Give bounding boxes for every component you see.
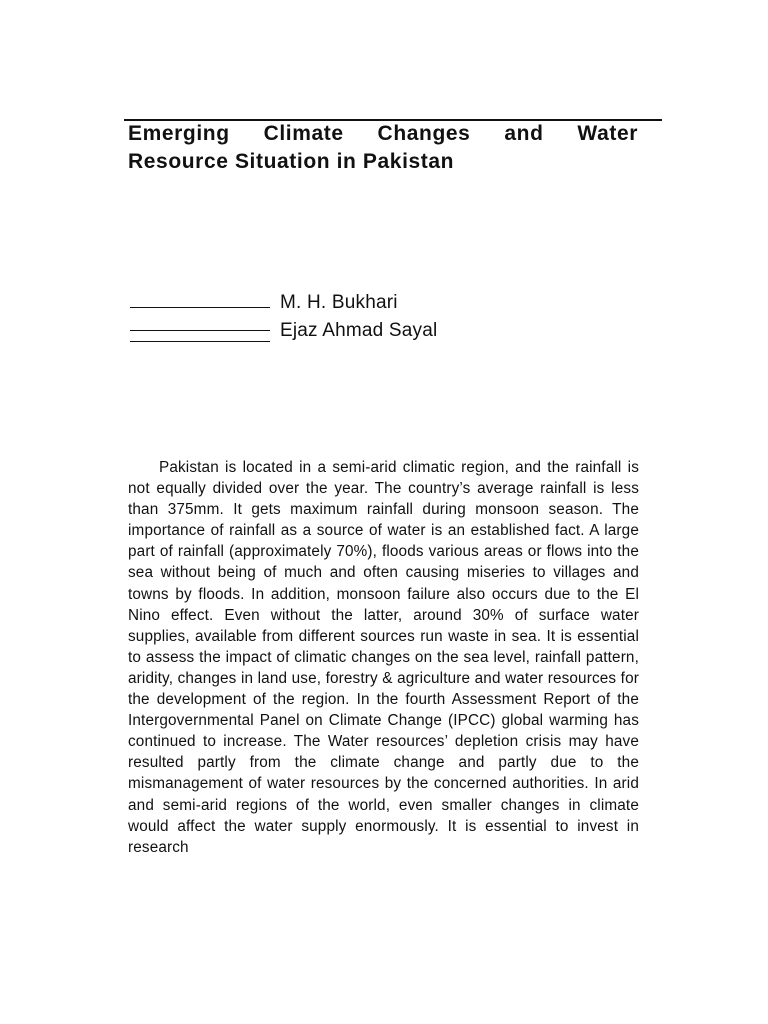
article-title (128, 120, 638, 176)
author-rule (130, 307, 270, 308)
author-list (130, 288, 437, 344)
author-row (130, 288, 437, 316)
abstract-paragraph: Pakistan is located in a semi-arid climatic region, and the rainfall is not equally divided over the year. The country’s average rainfall is less than 375mm. It gets maximum rainfall during monsoon season. The importance of rainfall as a source of water is an established fact. A large part of rainfall (approximately 70%), floods various areas or flows into the sea without being of much and often causing miseries to villages and towns by floods. In addition, monsoon failure also occurs due to the El Nino effect. Even without the latter, around 30% of surface water supplies, available from different sources run waste in sea. It is essential to assess the impact of climatic changes on the sea level, rainfall pattern, aridity, changes in land use, forestry & agriculture and water resources for the development of the region. In the fourth Assessment Report of the Intergovernmental Panel on Climate Change (IPCC) global warming has continued to increase. The Water resources’ depletion crisis may have resulted partly from the climate change and partly due to the mismanagement of water resources by the concerned authorities. In arid and semi-arid regions of the world, even smaller changes in climate would affect the water supply enormously. It is essential to invest in research (128, 459, 639, 856)
article-title-line-2: Resource Situation in Pakistan (128, 150, 455, 173)
author-row (130, 316, 437, 344)
author-name: M. H. Bukhari (280, 292, 398, 313)
author-name: Ejaz Ahmad Sayal (280, 320, 438, 341)
author-rule (130, 330, 270, 342)
article-title-line-1: Emerging Climate Changes and Water (128, 122, 638, 145)
